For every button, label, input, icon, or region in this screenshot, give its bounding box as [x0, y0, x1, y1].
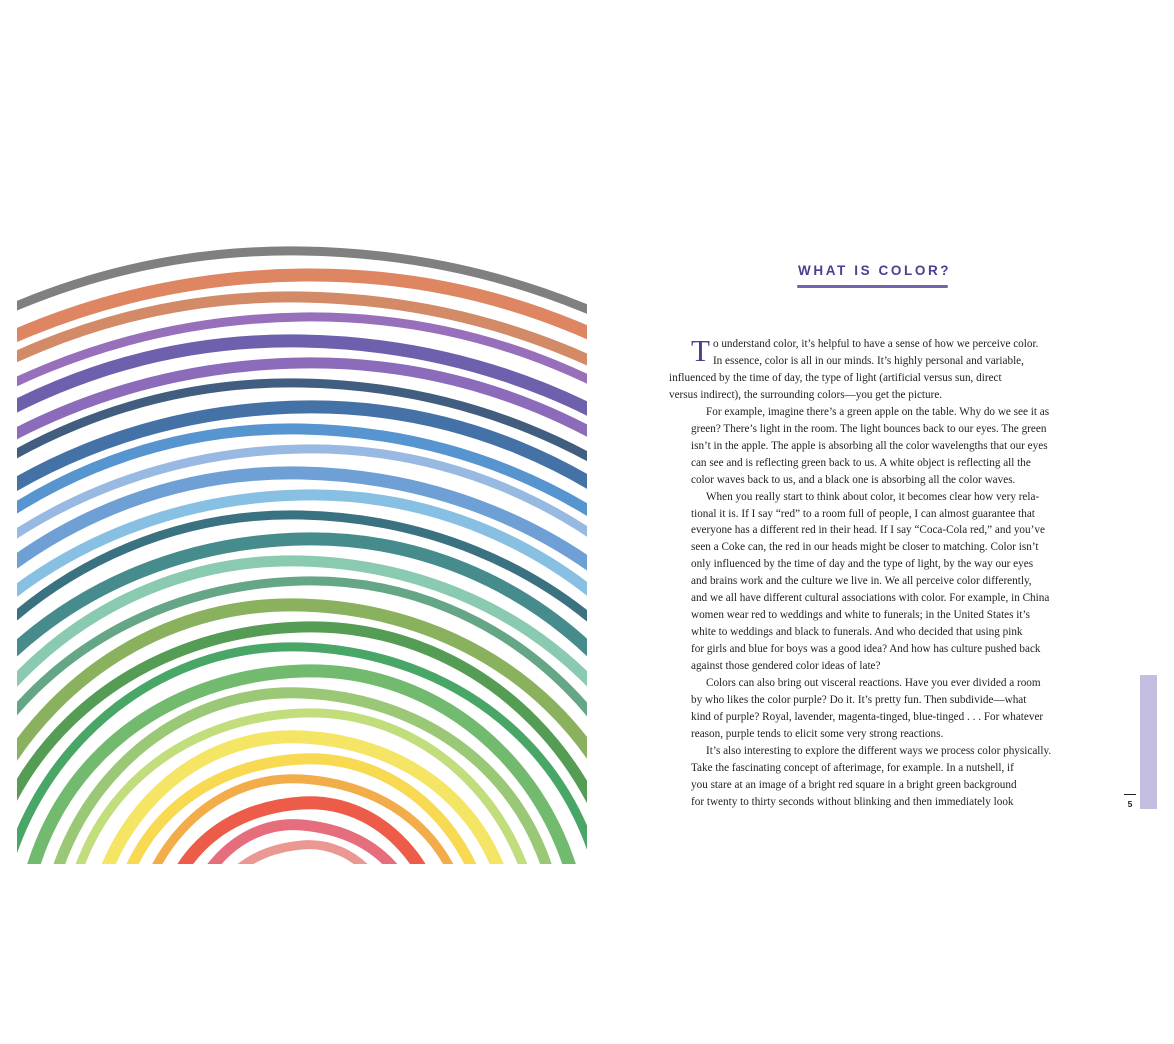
heading-underline	[797, 285, 948, 288]
text-line: o understand color, it’s helpful to have a sense of how we perceive color.	[712, 338, 1039, 350]
text-line: and we all have different cultural associations with color. For example, in China	[691, 592, 1050, 605]
rainbow-arc-stroke	[20, 671, 585, 864]
text-line: color waves back to us, and a black one is absorbing all the color waves.	[691, 473, 1016, 486]
text-line: kind of purple? Royal, lavender, magenta-tinged, blue-tinged . . . For whatever	[691, 710, 1044, 723]
text-line: everyone has a different red in their head. If I say “Coca-Cola red,” and you’ve	[691, 524, 1045, 537]
text-line: For example, imagine there’s a green apple on the table. Why do we see it as	[706, 405, 1050, 418]
text-line: can see and is reflecting green back to us. A white object is reflecting all the	[691, 456, 1031, 469]
text-line: isn’t in the apple. The apple is absorbing all the color wavelengths that our eyes	[691, 439, 1048, 452]
drop-cap: T	[691, 333, 710, 368]
text-line: Take the fascinating concept of afterimage, for example. In a nutshell, if	[691, 761, 1014, 774]
text-line: you stare at an image of a bright red square in a bright green background	[691, 778, 1017, 791]
text-line: for twenty to thirty seconds without blinking and then immediately look	[691, 795, 1014, 808]
text-line: only influenced by the time of day and the type of light, by the way our eyes	[691, 558, 1034, 571]
folio-rule	[1124, 794, 1136, 795]
paragraph-2	[691, 404, 1057, 489]
text-line: and brains work and the culture we live in. We all perceive color differently,	[691, 575, 1032, 588]
paragraph-4	[691, 675, 1057, 743]
text-line: reason, purple tends to elicit some very strong reactions.	[691, 727, 944, 740]
text-line: versus indirect), the surrounding colors—you get the picture.	[669, 388, 943, 401]
body-text	[669, 333, 1057, 811]
text-line: When you really start to think about color, it becomes clear how very rela-	[706, 490, 1040, 503]
paragraph-1	[669, 333, 1057, 404]
page-number: 5	[1127, 799, 1133, 809]
text-line: influenced by the time of day, the type of light (artificial versus sun, direct	[669, 371, 1002, 384]
paragraph-5	[691, 743, 1057, 811]
text-line: Colors can also bring out visceral reactions. Have you ever divided a room	[706, 677, 1041, 690]
text-line: green? There’s light in the room. The light bounces back to our eyes. The green	[691, 422, 1047, 435]
rainbow-watercolor-artwork	[17, 180, 587, 864]
text-line: for girls and blue for boys was a good idea? And how has culture pushed back	[691, 643, 1041, 656]
rainbow-arcs-illustration	[17, 180, 587, 864]
paragraph-3	[691, 489, 1057, 675]
text-line: by who likes the color purple? Do it. It’s pretty fun. Then subdivide—what	[691, 694, 1027, 707]
watercolor-side-tab	[1140, 675, 1157, 809]
text-line: seen a Coke can, the red in our heads might be closer to matching. Color isn’t	[691, 541, 1039, 554]
text-line: white to weddings and black to funerals. And who decided that using pink	[691, 626, 1023, 639]
text-line: women wear red to weddings and white to funerals; in the United States it’s	[691, 609, 1030, 622]
text-line: against those gendered color ideas of late?	[691, 660, 881, 673]
text-line: tional it is. If I say “red” to a room full of people, I can almost guarantee that	[691, 507, 1035, 520]
text-line: In essence, color is all in our minds. It’s highly personal and variable,	[712, 354, 1024, 367]
text-line: It’s also interesting to explore the different ways we process color physically.	[706, 744, 1052, 757]
chapter-heading: WHAT IS COLOR?	[798, 263, 952, 278]
